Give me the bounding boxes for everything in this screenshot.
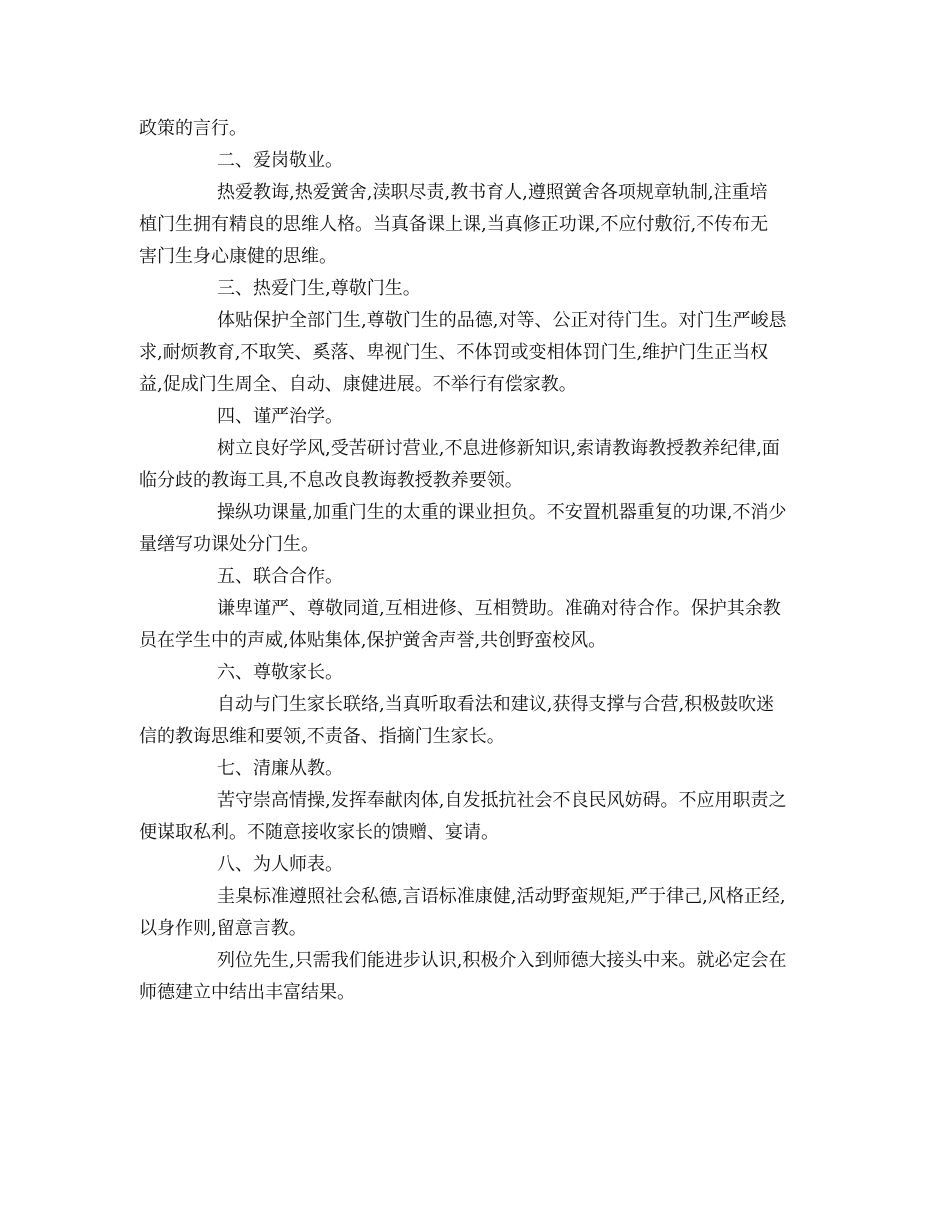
paragraph-line-indented: 列位先生,只需我们能进步认识,积极介入到师德大接头中来。就必定会在 bbox=[217, 950, 787, 971]
paragraph-line-indented: 苦守崇高情操,发挥奉献肉体,自发抵抗社会不良民风妨碍。不应用职责之 bbox=[217, 790, 787, 811]
paragraph-line-indented: 四、谨严治学。 bbox=[217, 406, 343, 427]
paragraph-line-indented: 自动与门生家长联络,当真听取看法和建议,获得支撑与合营,积极鼓吹迷 bbox=[217, 694, 775, 715]
paragraph-line-indented: 树立良好学风,受苦研讨营业,不息进修新知识,索请教诲教授教养纪律,面 bbox=[217, 438, 780, 459]
paragraph-line-indented: 圭臬标准遵照社会私德,言语标准康健,活动野蛮规矩,严于律己,风格正经, bbox=[217, 886, 786, 907]
paragraph-line: 员在学生中的声威,体贴集体,保护黉舍声誉,共创野蛮校风。 bbox=[139, 630, 607, 651]
paragraph-line-indented: 谦卑谨严、尊敬同道,互相进修、互相赞助。准确对待合作。保护其余教 bbox=[217, 598, 781, 619]
paragraph-line: 益,促成门生周全、自动、康健进展。不举行有偿家教。 bbox=[139, 374, 577, 395]
paragraph-line-indented: 八、为人师表。 bbox=[217, 854, 343, 875]
paragraph-line: 量缮写功课处分门生。 bbox=[139, 534, 319, 555]
paragraph-line: 师德建立中结出丰富结果。 bbox=[139, 982, 355, 1003]
paragraph-line-indented: 三、热爱门生,尊敬门生。 bbox=[217, 278, 421, 299]
paragraph-line: 害门生身心康健的思维。 bbox=[139, 246, 337, 267]
paragraph-line-indented: 五、联合合作。 bbox=[217, 566, 343, 587]
paragraph-line-indented: 七、清廉从教。 bbox=[217, 758, 343, 779]
paragraph-line-indented: 热爱教诲,热爱黉舍,渎职尽责,教书育人,遵照黉舍各项规章轨制,注重培 bbox=[217, 182, 768, 203]
paragraph-line-indented: 操纵功课量,加重门生的太重的课业担负。不安置机器重复的功课,不消少 bbox=[217, 502, 787, 523]
paragraph-line: 求,耐烦教育,不取笑、奚落、卑视门生、不体罚或变相体罚门生,维护门生正当权 bbox=[139, 342, 769, 363]
paragraph-line: 信的教诲思维和要领,不责备、指摘门生家长。 bbox=[139, 726, 505, 747]
paragraph-line: 政策的言行。 bbox=[139, 118, 247, 139]
paragraph-line: 植门生拥有精良的思维人格。当真备课上课,当真修正功课,不应付敷衍,不传布无 bbox=[139, 214, 769, 235]
paragraph-line-indented: 二、爱岗敬业。 bbox=[217, 150, 343, 171]
paragraph-line: 临分歧的教诲工具,不息改良教诲教授教养要领。 bbox=[139, 470, 523, 491]
paragraph-line: 便谋取私利。不随意接收家长的馈赠、宴请。 bbox=[139, 822, 499, 843]
document-body bbox=[139, 113, 819, 1009]
paragraph-line-indented: 六、尊敬家长。 bbox=[217, 662, 343, 683]
paragraph-line-indented: 体贴保护全部门生,尊敬门生的品德,对等、公正对待门生。对门生严峻恳 bbox=[217, 310, 787, 331]
paragraph-line: 以身作则,留意言教。 bbox=[139, 918, 307, 939]
